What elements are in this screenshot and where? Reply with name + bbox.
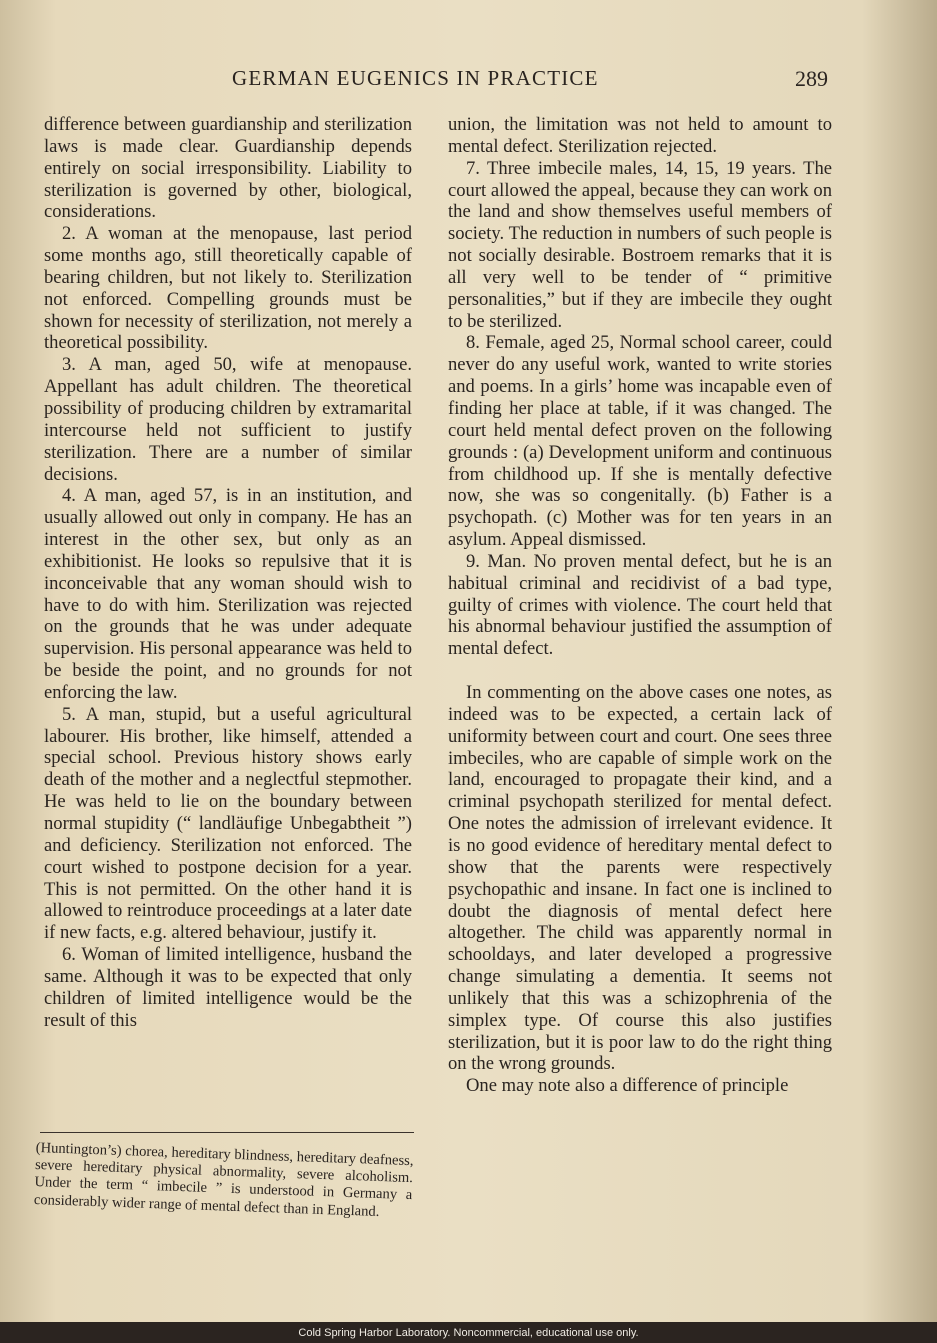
case-4-paragraph: 4. A man, aged 57, is in an institution, and usually allowed out only in company. He has an interest in the other sex, but only as an exhibitionist. He looks so repulsive that it is inconceivable that any woman should wish to have to do with him. Sterilization was rejected on the grounds that he was under adequate supervision. His personal appearance was held to be beside the point, and no grounds for not enforcing the law. [44, 485, 412, 703]
case-7-paragraph: 7. Three imbecile males, 14, 15, 19 years. The court allowed the appeal, because they can work on the land and show themselves useful members of society. The reduction in numbers of such people is not socially desirable. Bostroem remarks that it is all very well to be tender of “ primitive personalities,” but if they are imbecile they ought to be sterilized. [448, 157, 832, 332]
credit-line: Cold Spring Harbor Laboratory. Noncommercial, educational use only. [298, 1327, 639, 1339]
case-6-continued: union, the limitation was not held to amount to mental defect. Sterilization rejected. [448, 114, 832, 157]
footnote-text: (Huntington’s) chorea, hereditary blindness, hereditary deafness, severe hereditary physical abnormality, severe alcoholism. Under the term “ imbecile ” is understood in Germany a considerably wider range of mental defect than in England. [33, 1140, 414, 1220]
page-header [0, 66, 937, 96]
case-3-paragraph: 3. A man, aged 50, wife at menopause. Appellant has adult children. The theoretical possibility of producing children by extramarital intercourse held not sufficient to justify sterilization. There are a number of similar decisions. [44, 354, 412, 485]
closing-paragraph: One may note also a difference of principle [466, 1075, 789, 1097]
running-head: GERMAN EUGENICS IN PRACTICE [232, 66, 599, 90]
case-5-paragraph: 5. A man, stupid, but a useful agricultural labourer. His brother, like himself, attended a special school. Previous history shows early death of the mother and a neglectful stepmother. He was held to lie on the boundary between normal stupidity (“ landläufige Unbegabtheit ”) and deficiency. Sterilization not enforced. The court wished to postpone decision for a year. This is not permitted. On the other hand it is allowed to reintroduce proceedings at a later date if new facts, e.g. altered behaviour, justify it. [44, 703, 412, 944]
paragraph-continued: difference between guardianship and sterilization laws is made clear. Guardianship depends entirely on social irresponsibility. Liability to sterilization is governed by other, biological, considerations. [44, 114, 412, 223]
case-6-paragraph: 6. Woman of limited intelligence, husband the same. Although it was to be expected that only children of limited intelligence would be the result of this [44, 944, 412, 1031]
case-9-paragraph: 9. Man. No proven mental defect, but he is an habitual criminal and recidivist of a bad type, guilty of crimes with violence. The court held that his abnormal behaviour justified the assumption of mental defect. [448, 550, 832, 660]
case-8-paragraph: 8. Female, aged 25, Normal school career, could never do any useful work, wanted to write stories and poems. In a girls’ home was incapable even of finding her place at table, if it was changed. The court held mental defect proven on the following grounds : (a) Development uniform and continuous from childhood up. If she is mentally defective now, she was so congenitally. (b) Father is a psychopath. (c) Mother was for ten years in an asylum. Appeal dismissed. [448, 332, 832, 551]
footnote [34, 1140, 414, 1222]
commentary-paragraph: In commenting on the above cases one notes, as indeed was to be expected, a certain lack of uniformity between court and court. One sees three imbeciles, who are capable of simple work on the land, encouraged to propagate their kind, and a criminal psychopath sterilized for mental defect. One notes the admission of irrelevant evidence. It is no good evidence of hereditary mental defect to show that the parents were respectively psychopathic and insane. In fact one is inclined to doubt the diagnosis of mental defect here altogether. The child was apparently normal in schooldays, and later developed a progressive change simulating a dementia. It seems not unlikely that this was a schizophrenia of the simplex type. Of course this also justifies sterilization, but it is poor law to do the right thing on the wrong grounds. [448, 682, 832, 1075]
footnote-divider [40, 1132, 414, 1133]
case-2-paragraph: 2. A woman at the menopause, last period some months ago, still theoretically capable of bearing children, but not likely to. Sterilization not enforced. Compelling grounds must be shown for necessity of sterilization, not merely a theoretical possibility. [44, 223, 412, 354]
page-number: 289 [795, 66, 828, 91]
left-column [44, 114, 412, 1031]
right-column [448, 114, 832, 1097]
